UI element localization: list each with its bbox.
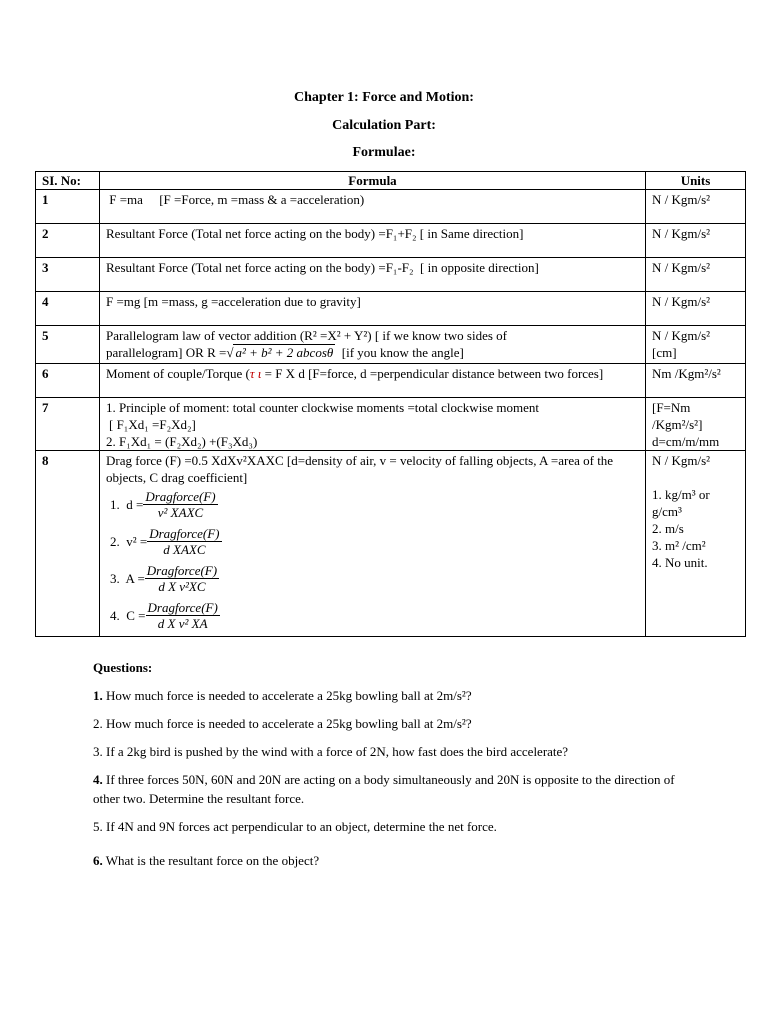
question-item (93, 742, 693, 761)
units-line: 2. m/s (652, 521, 684, 536)
section-heading: Formulae: (352, 145, 416, 160)
formula-line: Drag force (F) =0.5 XdXv²XAXC [d=density of air, v = velocity of falling objects, A =area of the objects, C drag coefficient] (106, 453, 614, 485)
units-line: [cm] (652, 345, 677, 360)
question-number: 6. (93, 853, 103, 868)
row-number: 1 (36, 190, 100, 224)
header-units: Units (646, 172, 746, 190)
units-line: d=cm/m/mm (652, 434, 720, 449)
formula-cell: Resultant Force (Total net force acting on the body) =F₁-F₂ [ in opposite direction] (100, 258, 646, 292)
units-line: [F=Nm (652, 400, 691, 415)
table-row (36, 451, 746, 637)
questions-heading: Questions: (93, 660, 153, 675)
formula-label: 4. C = (110, 608, 146, 623)
table-row (36, 326, 746, 364)
radicand: a² + b² + 2 abcosθ (235, 345, 334, 360)
units-cell (646, 451, 746, 637)
square-root: √ a² + b² + 2 abcosθ (226, 345, 334, 360)
question-text: What is the resultant force on the object? (102, 853, 320, 868)
formula-text: [if you know the angle] (335, 345, 464, 360)
header-formula: Formula (100, 172, 646, 190)
formulae-table (35, 171, 746, 637)
question-item (93, 770, 683, 808)
units-cell: N / Kgm/s² (646, 190, 746, 224)
units-line: N / Kgm/s² (652, 328, 711, 343)
fraction (146, 600, 220, 631)
formula-line (106, 344, 639, 361)
question-text: How much force is needed to accelerate a 25kg bowling ball at 2m/s²? (102, 688, 472, 703)
units-cell (646, 398, 746, 451)
units-line: N / Kgm/s² (652, 453, 711, 468)
drag-formula (106, 523, 639, 560)
table-header-row (36, 172, 746, 190)
formula-line: [ F₁Xd₁ =F₂Xd₂] (109, 417, 196, 432)
denominator: d XAXC (163, 542, 206, 557)
question-text: If a 2kg bird is pushed by the wind with a force of 2N, how fast does the bird accelerate? (102, 744, 569, 759)
formula-cell (100, 364, 646, 398)
question-text: If 4N and 9N forces act perpendicular to an object, determine the net force. (102, 819, 497, 834)
table-row (36, 224, 746, 258)
torque-symbol: τ ι (249, 366, 262, 381)
numerator: Dragforce(F) (145, 489, 216, 504)
question-number: 1. (93, 688, 103, 703)
units-line: /Kgm²/s²] (652, 417, 703, 432)
formula-line: 1. Principle of moment: total counter clockwise moments =total clockwise moment (106, 400, 539, 415)
units-line: 1. kg/m³ or g/cm³ (652, 487, 710, 519)
units-cell (646, 326, 746, 364)
table-row (36, 364, 746, 398)
units-line: 4. No unit. (652, 555, 708, 570)
fraction (145, 563, 219, 594)
subtitle: Calculation Part: (332, 118, 436, 133)
formula-label: 1. d = (110, 497, 144, 512)
header-sl-no: SI. No: (36, 172, 100, 190)
question-item (93, 686, 693, 705)
numerator: Dragforce(F) (146, 563, 218, 578)
formula-cell (100, 451, 646, 637)
row-number: 7 (36, 398, 100, 451)
row-number: 8 (36, 451, 100, 637)
formula-cell: Resultant Force (Total net force acting on the body) =F₁+F₂ [ in Same direction] (100, 224, 646, 258)
drag-formula (106, 597, 639, 634)
formula-text: Moment of couple/Torque ( (106, 366, 250, 381)
question-item (93, 714, 693, 733)
formula-cell (100, 398, 646, 451)
fraction (147, 526, 221, 557)
formula-cell: F =ma [F =Force, m =mass & a =acceleration) (100, 190, 646, 224)
formula-line: 2. F₁Xd₁ = (F₂Xd₂) +(F₃Xd₃) (106, 434, 258, 449)
formula-text: parallelogram] OR R = (106, 345, 227, 360)
table-row (36, 292, 746, 326)
question-number: 5. (93, 819, 103, 834)
row-number: 2 (36, 224, 100, 258)
chapter-title: Chapter 1: Force and Motion: (294, 90, 474, 105)
question-item (93, 817, 693, 836)
question-number: 3. (93, 744, 103, 759)
row-number: 4 (36, 292, 100, 326)
row-number: 5 (36, 326, 100, 364)
units-cell: N / Kgm/s² (646, 224, 746, 258)
units-cell: N / Kgm/s² (646, 258, 746, 292)
question-number: 4. (93, 772, 103, 787)
numerator: Dragforce(F) (147, 600, 218, 615)
question-item (93, 851, 693, 870)
fraction (143, 489, 217, 520)
formula-label: 3. A = (110, 571, 145, 586)
formula-label: 2. v² = (110, 534, 148, 549)
units-cell: N / Kgm/s² (646, 292, 746, 326)
units-cell: Nm /Kgm²/s² (646, 364, 746, 398)
drag-formula (106, 486, 639, 523)
row-number: 6 (36, 364, 100, 398)
question-text: How much force is needed to accelerate a 25kg bowling ball at 2m/s²? (102, 716, 472, 731)
denominator: v² XAXC (157, 505, 204, 520)
table-row (36, 190, 746, 224)
drag-formula (106, 560, 639, 597)
formula-cell: F =mg [m =mass, g =acceleration due to gravity] (100, 292, 646, 326)
denominator: d X v²XC (158, 579, 206, 594)
units-line: 3. m² /cm² (652, 538, 706, 553)
row-number: 3 (36, 258, 100, 292)
table-row (36, 398, 746, 451)
formula-text: = F X d [F=force, d =perpendicular distance between two forces] (261, 366, 604, 381)
formula-line: Parallelogram law of vector addition (R² =X² + Y²) [ if we know two sides of (106, 328, 507, 343)
question-number: 2. (93, 716, 103, 731)
question-text: If three forces 50N, 60N and 20N are acting on a body simultaneously and 20N is opposite to the direction of other two. Determine the resultant force. (93, 772, 678, 806)
table-row (36, 258, 746, 292)
numerator: Dragforce(F) (149, 526, 220, 541)
formula-cell (100, 326, 646, 364)
denominator: d X v² XA (157, 616, 208, 631)
